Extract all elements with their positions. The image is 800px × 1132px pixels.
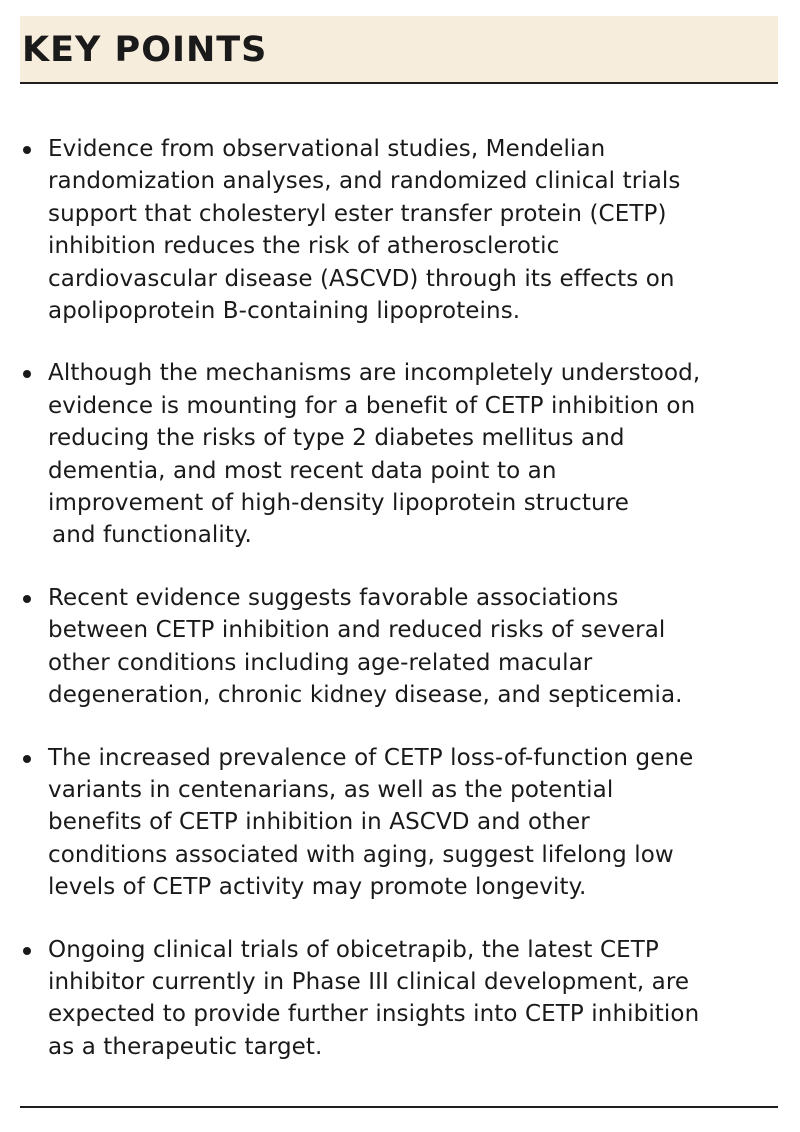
key-point-3 xyxy=(20,582,778,712)
key-point-line: Ongoing clinical trials of obicetrapib, the latest CETP xyxy=(48,936,659,963)
bullet-dot-icon xyxy=(23,370,31,378)
key-point-line: inhibition reduces the risk of atherosclerotic xyxy=(48,233,560,260)
key-point-2 xyxy=(20,357,778,551)
key-point-line: levels of CETP activity may promote longevity. xyxy=(48,874,587,901)
key-point-line: degeneration, chronic kidney disease, and septicemia. xyxy=(48,682,683,709)
key-point-4 xyxy=(20,742,778,904)
key-point-line: Recent evidence suggests favorable associations xyxy=(48,584,619,611)
key-point-line: reducing the risks of type 2 diabetes mellitus and xyxy=(48,425,625,452)
key-points-title: KEY POINTS xyxy=(22,30,268,70)
key-point-line: dementia, and most recent data point to an xyxy=(48,457,557,484)
key-point-line: expected to provide further insights into CETP inhibition xyxy=(48,1001,700,1028)
key-point-line: inhibitor currently in Phase III clinical development, are xyxy=(48,968,690,995)
key-point-line: benefits of CETP inhibition in ASCVD and other xyxy=(48,809,590,836)
bullet-dot-icon xyxy=(23,595,31,603)
bullet-dot-icon xyxy=(23,146,31,154)
key-point-line: as a therapeutic target. xyxy=(48,1033,323,1060)
key-point-line: improvement of high-density lipoprotein structure xyxy=(48,490,630,517)
key-points-box xyxy=(20,16,778,1108)
bullet-dot-icon xyxy=(23,755,31,763)
bullet-dot-icon xyxy=(23,947,31,955)
key-point-line: Evidence from observational studies, Mendelian xyxy=(48,136,606,162)
key-points-header xyxy=(20,16,778,82)
key-point-line: and functionality. xyxy=(52,522,252,549)
key-point-line: between CETP inhibition and reduced risks of several xyxy=(48,617,666,644)
key-point-5 xyxy=(20,934,778,1064)
key-points-list xyxy=(20,133,778,1063)
key-point-1 xyxy=(20,133,778,327)
key-point-line: variants in centenarians, as well as the potential xyxy=(48,776,614,803)
key-point-line: other conditions including age-related macular xyxy=(48,649,593,676)
key-point-line: conditions associated with aging, suggest lifelong low xyxy=(48,841,674,868)
header-divider xyxy=(20,82,778,84)
key-point-line: randomization analyses, and randomized clinical trials xyxy=(48,168,681,195)
footer-divider xyxy=(20,1106,778,1108)
key-point-line: Although the mechanisms are incompletely understood, xyxy=(48,360,701,387)
key-point-line: apolipoprotein B-containing lipoproteins. xyxy=(48,298,521,325)
key-point-line: cardiovascular disease (ASCVD) through its effects on xyxy=(48,265,675,292)
key-point-line: evidence is mounting for a benefit of CETP inhibition on xyxy=(48,392,696,419)
key-point-line: The increased prevalence of CETP loss-of-function gene xyxy=(48,744,694,771)
key-point-line: support that cholesteryl ester transfer protein (CETP) xyxy=(48,200,667,227)
